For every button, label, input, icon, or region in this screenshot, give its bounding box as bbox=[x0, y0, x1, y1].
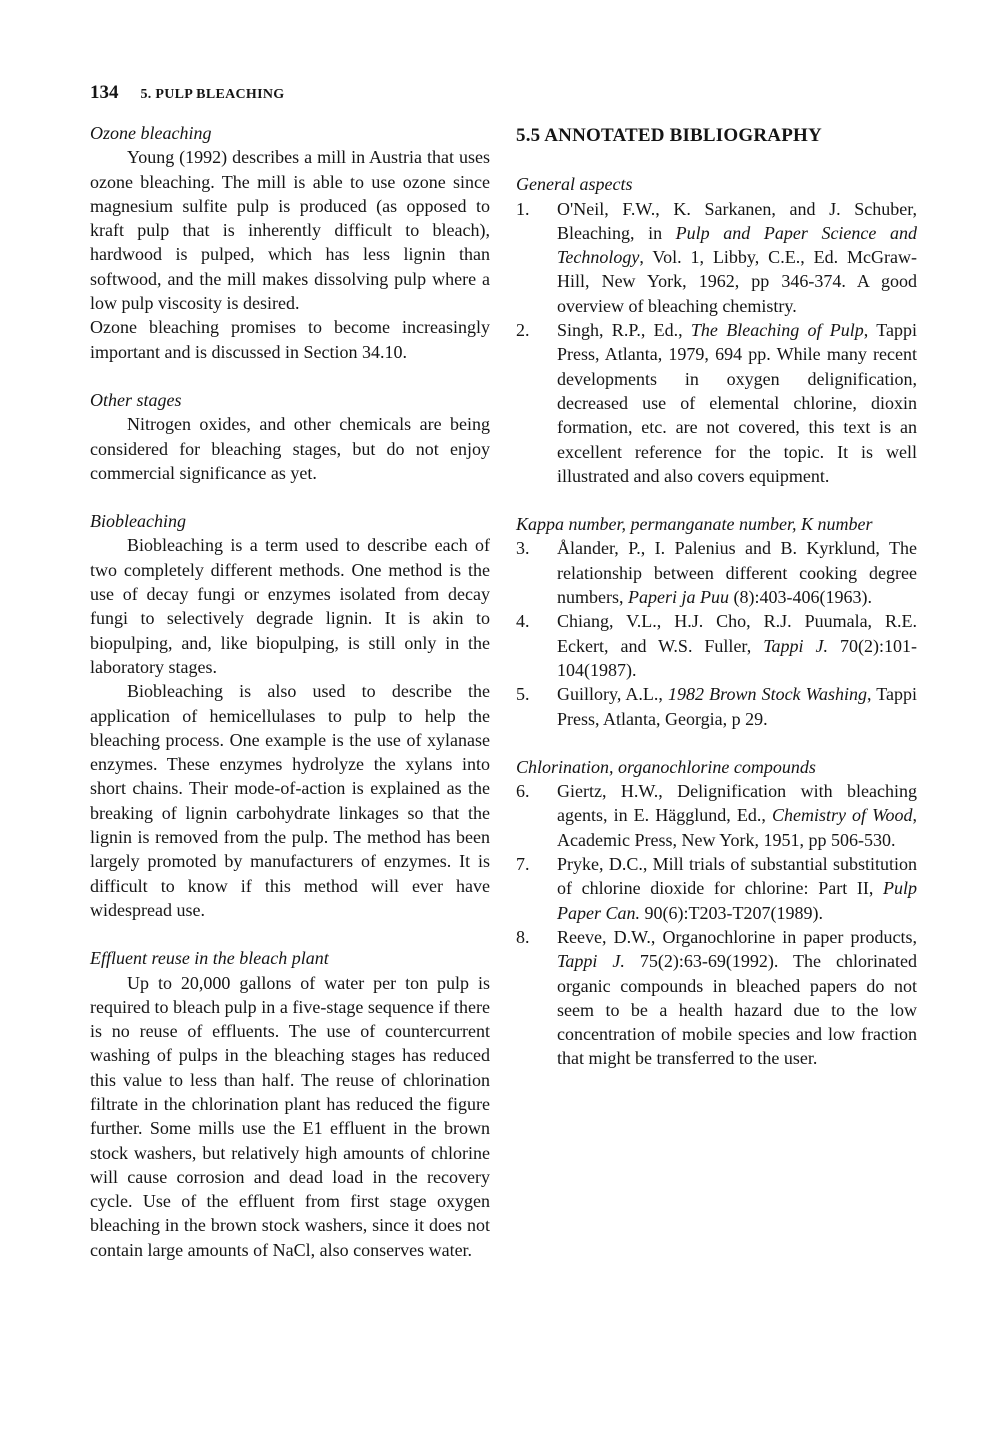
chapter-title: 5. PULP BLEACHING bbox=[140, 87, 285, 102]
reference-item bbox=[516, 609, 917, 682]
reference-item bbox=[516, 852, 917, 925]
reference-title: Tappi J. bbox=[557, 951, 625, 972]
reference-item bbox=[516, 318, 917, 488]
paragraph-effluent-reuse: Up to 20,000 gallons of water per ton pulp is required to bleach pulp in a five-stage sequence if there is no reuse of effluents. The use of countercurrent washing of pulps in the bleaching stages has reduced this value to less than half. The reuse of chlorination filtrate in the chlorination plant has reduced the figure further. Some mills use the E1 effluent in the brown stock washers, but relatively high amounts of chlorine will cause corrosion and dead load in the recovery cycle. Use of the effluent from first stage oxygen bleaching in the brown stock washers, since it does not contain large amounts of NaCl, also conserves water. bbox=[90, 972, 490, 1260]
running-head bbox=[90, 82, 284, 104]
reference-text: O'Neil, F.W., K. Sarkanen, and J. Schuber, Bleaching, in Pulp and Paper Science and Technology, Vol. 1, Libby, C.E., Ed. McGraw-Hill, New York, 1962, pp 346-374. A good overview of bleaching chemistry. bbox=[557, 198, 917, 316]
paragraph-ozone-1: Young (1992) describes a mill in Austria that uses ozone bleaching. The mill is able to use ozone since magnesium sulfite pulp is produced (as opposed to kraft pulp that is inherently difficult to bleach), hardwood is pulped, which has less lignin than softwood, and the mill makes dissolving pulp where a low pulp viscosity is desired. bbox=[90, 147, 490, 314]
paragraph-biobleaching-1: Biobleaching is a term used to describe each of two completely different methods. One method is the use of decay fungi or enzymes isolated from decay fungi to selectively degrade lignin. It is akin to biopulping, and, like biopulping, is still only in the laboratory stages. bbox=[90, 535, 490, 677]
reference-number: 1. bbox=[516, 198, 530, 219]
section-title: 5.5 ANNOTATED BIBLIOGRAPHY bbox=[516, 125, 822, 146]
page-number: 134 bbox=[90, 82, 119, 103]
reference-title: Tappi J. bbox=[763, 635, 829, 656]
subheading-ozone: Ozone bleaching bbox=[90, 123, 212, 143]
reference-title: The Bleaching of Pulp bbox=[690, 320, 864, 341]
group-heading-general: General aspects bbox=[516, 174, 633, 195]
reference-item bbox=[516, 682, 917, 731]
reference-title: Pulp and Paper Science and Technology bbox=[557, 222, 917, 268]
reference-text: Chiang, V.L., H.J. Cho, R.J. Puumala, R.E. Eckert, and W.S. Fuller, Tappi J. 70(2):101-104(1987). bbox=[557, 611, 917, 680]
reference-text: Giertz, H.W., Delignification with bleaching agents, in E. Hägglund, Ed., Chemistry of Wood, Academic Press, New York, 1951, pp 506-530. bbox=[557, 781, 918, 850]
subheading-effluent-reuse: Effluent reuse in the bleach plant bbox=[90, 948, 329, 969]
subheading-biobleaching: Biobleaching bbox=[90, 511, 186, 532]
reference-number: 6. bbox=[516, 781, 530, 802]
reference-number: 8. bbox=[516, 926, 530, 947]
left-column bbox=[90, 121, 490, 1262]
group-heading-chlorination: Chlorination, organochlorine compounds bbox=[516, 756, 816, 777]
right-column bbox=[516, 121, 917, 1071]
reference-text: Guillory, A.L., 1982 Brown Stock Washing, Tappi Press, Atlanta, Georgia, p 29. bbox=[557, 684, 918, 729]
paragraph-ozone-2: Ozone bleaching promises to become increasingly important and is discussed in Section 34.10. bbox=[90, 317, 490, 362]
reference-item bbox=[516, 779, 917, 852]
subheading-other-stages: Other stages bbox=[90, 389, 182, 410]
reference-number: 3. bbox=[516, 538, 530, 559]
reference-title: Pulp Paper Can. bbox=[557, 878, 917, 923]
reference-number: 2. bbox=[516, 320, 530, 341]
paragraph-other-stages: Nitrogen oxides, and other chemicals are being considered for bleaching stages, but do not enjoy commercial significance as yet. bbox=[90, 414, 490, 483]
reference-item bbox=[516, 197, 917, 318]
reference-title: Chemistry of Wood bbox=[771, 805, 913, 826]
reference-item bbox=[516, 925, 917, 1071]
reference-text: Pryke, D.C., Mill trials of substantial substitution of chlorine dioxide for chlorine: Part II, Pulp Paper Can. 90(6):T203-T207(1989). bbox=[557, 854, 917, 923]
reference-text: Reeve, D.W., Organochlorine in paper products, Tappi J. 75(2):63-69(1992). The chlorinated organic compounds in bleached papers do not seem to be a health hazard due to the low concentration of mobile species and low fraction that might be transferred to the user. bbox=[557, 926, 917, 1069]
reference-text: Ålander, P., I. Palenius and B. Kyrklund, The relationship between different cooking degree numbers, Paperi ja Puu (8):403-406(1963). bbox=[557, 538, 917, 608]
reference-number: 7. bbox=[516, 854, 530, 875]
group-heading-kappa: Kappa number, permanganate number, K number bbox=[516, 514, 873, 535]
reference-number: 5. bbox=[516, 684, 530, 705]
reference-item bbox=[516, 536, 917, 609]
reference-text: Singh, R.P., Ed., The Bleaching of Pulp, Tappi Press, Atlanta, 1979, 694 pp. While many recent developments in oxygen delignification, decreased use of elemental chlorine, dioxin formation, etc. are not covered, this text is an excellent reference for the topic. It is well illustrated and also covers equipment. bbox=[557, 320, 917, 486]
reference-number: 4. bbox=[516, 611, 530, 632]
reference-title: 1982 Brown Stock Washing bbox=[668, 684, 867, 705]
paragraph-biobleaching-2: Biobleaching is also used to describe the application of hemicellulases to pulp to help the bleaching process. One example is the use of xylanase enzymes. These enzymes hydrolyze the xylans into short chains. Their mode-of-action is explained as the breaking of lignin carbohydrate linkages so that the lignin is removed from the pulp. The method has been largely promoted by manufacturers of enzymes. It is difficult to know if this method will ever have widespread use. bbox=[90, 681, 490, 920]
reference-title: Paperi ja Puu bbox=[628, 587, 729, 608]
